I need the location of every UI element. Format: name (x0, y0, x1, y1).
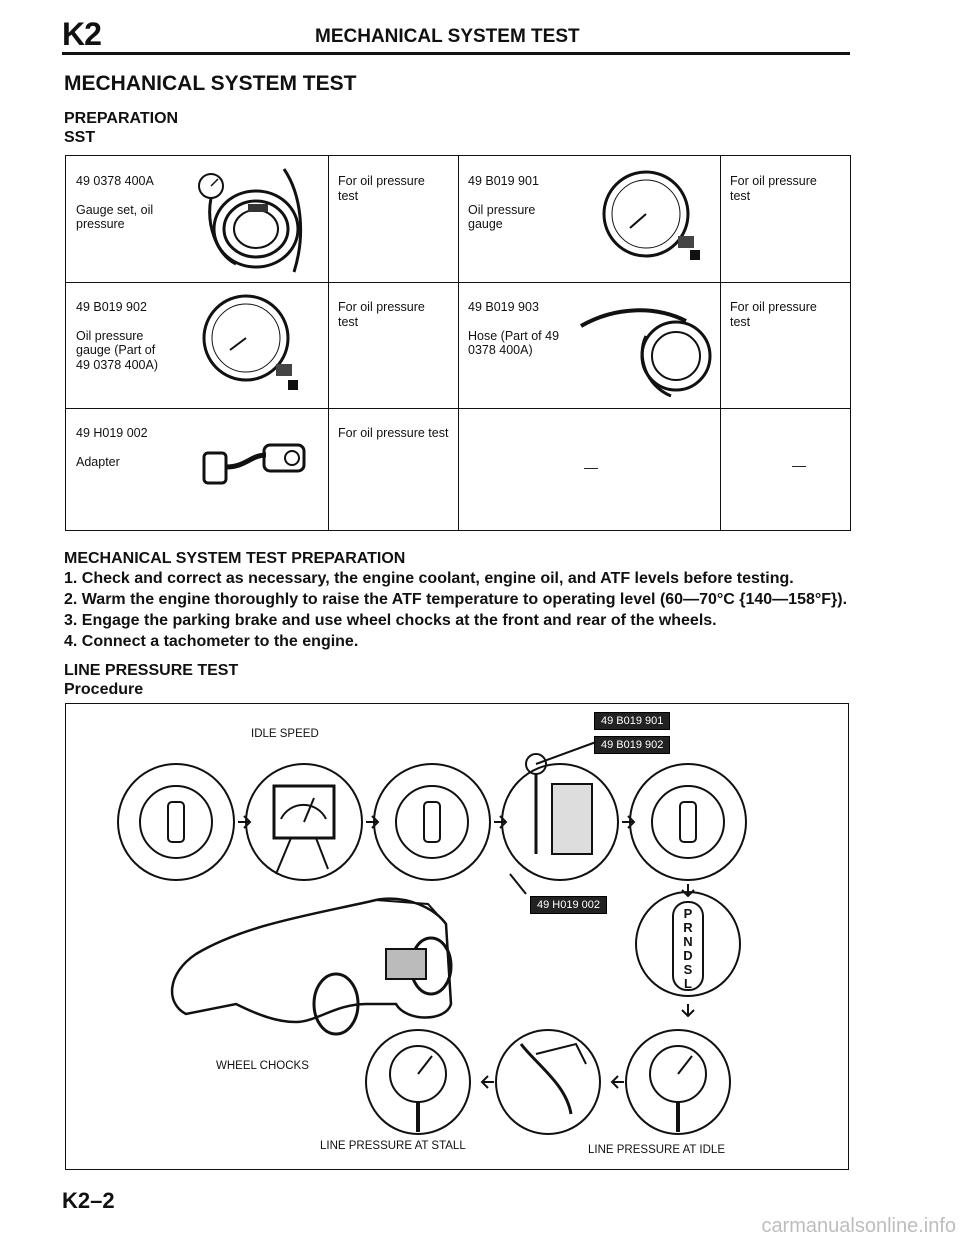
part-name: Oil pressure gauge (Part of 49 0378 400A) (76, 328, 159, 372)
watermark: carmanualsonline.info (761, 1215, 956, 1237)
tool-tag: 49 B019 901 (594, 712, 670, 730)
preparation-heading: PREPARATION (64, 110, 179, 127)
sst-heading: SST (64, 129, 96, 146)
table-divider (66, 282, 850, 283)
hose-illustration (576, 296, 716, 402)
svg-text:L: L (684, 976, 692, 991)
part-number: 49 B019 901 (468, 174, 539, 188)
table-row (76, 174, 166, 232)
sst-table (65, 155, 851, 531)
part-use: For oil pressure test (730, 174, 817, 203)
oil-pressure-gauge-illustration (586, 166, 716, 276)
table-row (468, 300, 578, 358)
table-row (76, 300, 186, 372)
idle-speed-label: IDLE SPEED (251, 728, 319, 740)
part-use: For oil pressure test (338, 300, 425, 329)
part-name: Oil pressure gauge (468, 202, 536, 231)
adapter-illustration (196, 441, 316, 501)
part-number: 49 0378 400A (76, 174, 154, 188)
tool-tag: 49 H019 002 (530, 896, 607, 914)
table-divider (66, 408, 850, 409)
header-code: K2 (62, 16, 101, 52)
list-item: 2. Warm the engine thoroughly to raise the ATF temperature to operating level (60—70°C {140—158°F}). (64, 591, 848, 608)
tool-tag: 49 B019 902 (594, 736, 670, 754)
accelerator-circle (496, 1030, 600, 1134)
list-item: 4. Connect a tachometer to the engine. (64, 633, 359, 650)
empty-cell-dash: — (792, 457, 806, 473)
part-name: Gauge set, oil pressure (76, 202, 154, 231)
svg-text:S: S (683, 962, 693, 977)
part-number: 49 B019 902 (76, 300, 147, 314)
part-use: For oil pressure test (730, 300, 817, 329)
list-item: 1. Check and correct as necessary, the engine coolant, engine oil, and ATF levels before testing. (64, 570, 794, 587)
list-item: 3. Engage the parking brake and use wheel chocks at the front and rear of the wheels. (64, 612, 717, 629)
procedure-figure (65, 703, 849, 1170)
part-number: 49 H019 002 (76, 426, 148, 440)
svg-text:N: N (683, 934, 693, 949)
svg-text:R: R (683, 920, 693, 935)
page-number: K2–2 (62, 1188, 115, 1213)
part-name: Hose (Part of 49 0378 400A) (468, 328, 560, 357)
part-use: For oil pressure test (338, 174, 425, 203)
header-rule (62, 52, 850, 55)
stall-label: LINE PRESSURE AT STALL (320, 1140, 466, 1152)
wheel-chocks-label: WHEEL CHOCKS (216, 1060, 309, 1072)
idle-label: LINE PRESSURE AT IDLE (588, 1144, 725, 1156)
line-pressure-heading: LINE PRESSURE TEST (64, 662, 239, 679)
svg-text:P: P (683, 906, 693, 921)
procedure-heading: Procedure (64, 681, 144, 698)
section-heading: MECHANICAL SYSTEM TEST PREPARATION (64, 550, 406, 567)
page-title: MECHANICAL SYSTEM TEST (64, 72, 357, 95)
part-name: Adapter (76, 454, 120, 469)
header-title: MECHANICAL SYSTEM TEST (315, 26, 580, 47)
oil-pressure-gauge-illustration (194, 292, 324, 402)
svg-text:D: D (683, 948, 693, 963)
empty-cell-dash: — (584, 459, 598, 475)
table-divider (328, 156, 329, 530)
table-row (76, 426, 186, 469)
procedure-diagram (66, 704, 847, 1168)
gear-positions (683, 906, 693, 991)
part-use: For oil pressure test (338, 426, 449, 440)
table-divider (720, 156, 721, 530)
gauge-set-illustration (176, 164, 326, 276)
table-row (468, 174, 568, 232)
part-number: 49 B019 903 (468, 300, 539, 314)
table-divider (458, 156, 459, 530)
